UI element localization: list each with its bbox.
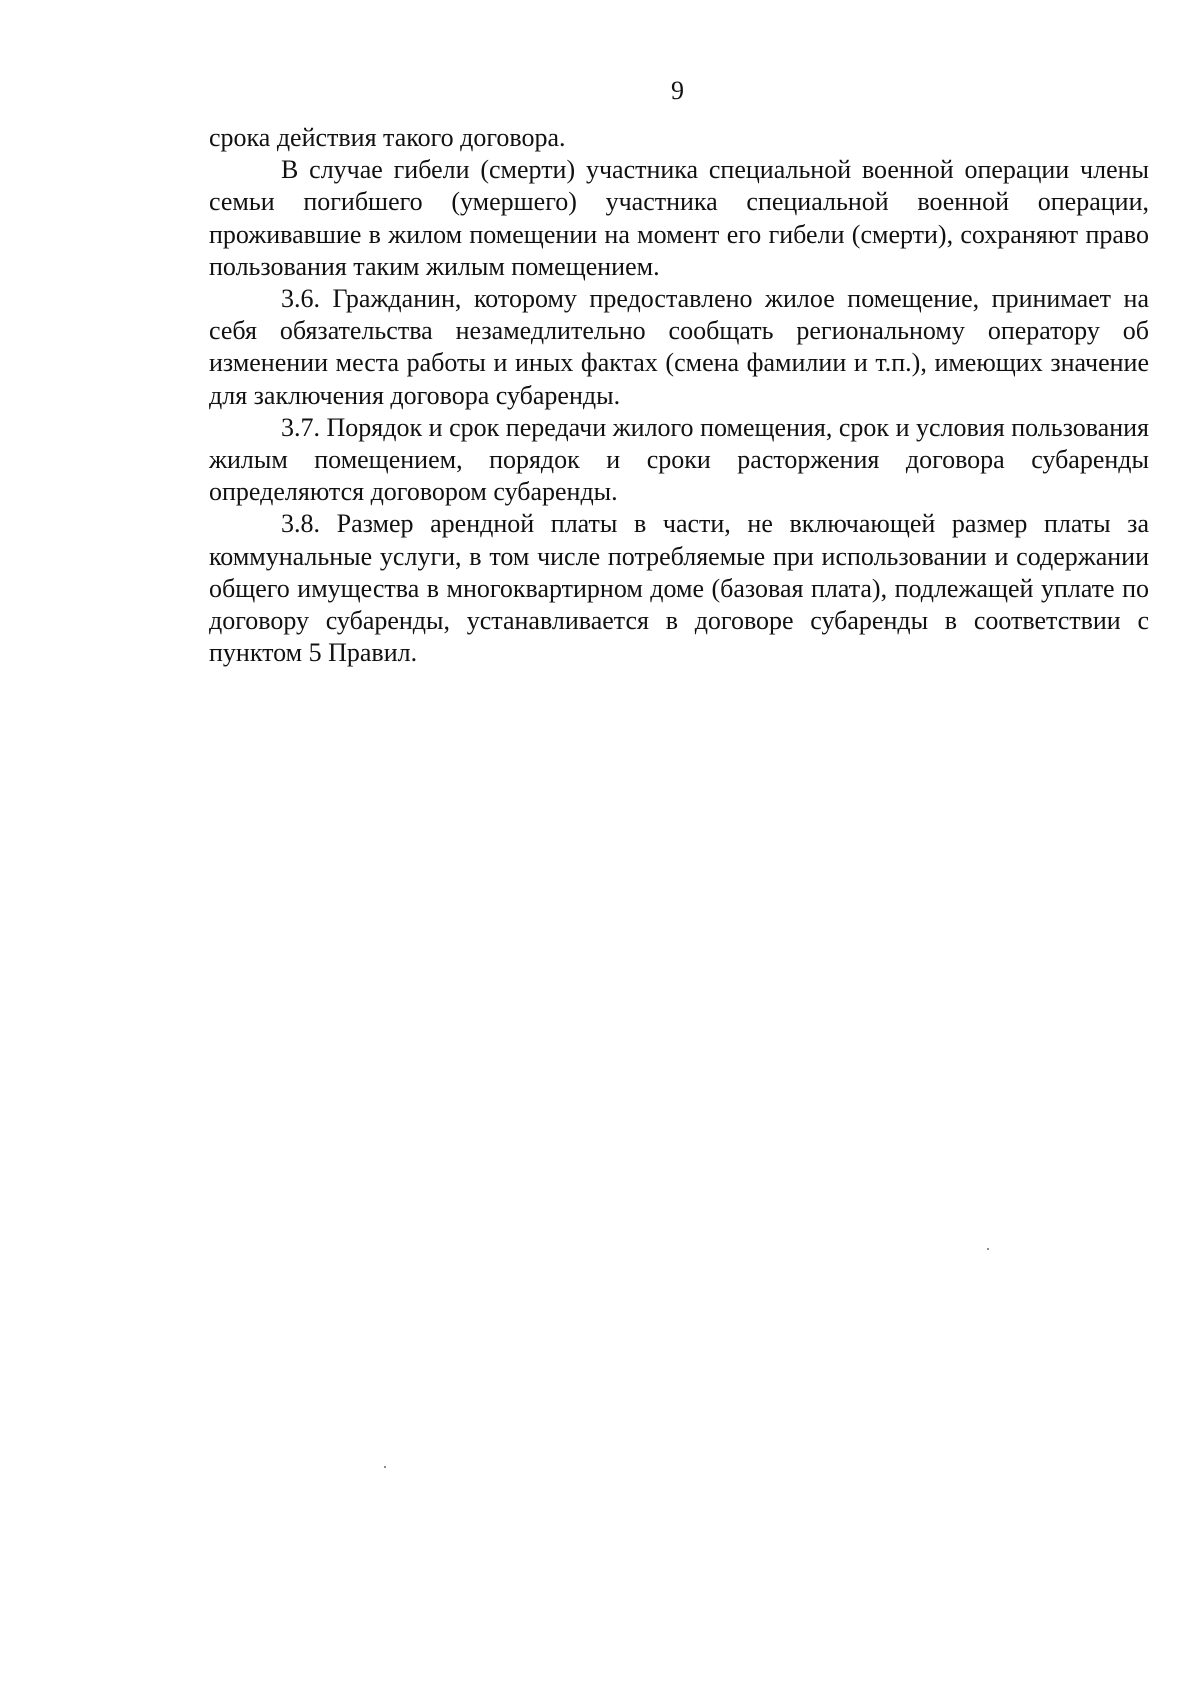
paragraph-3-7: 3.7. Порядок и срок передачи жилого помещения, срок и условия пользования жилым помещением, порядок и сроки расторжения договора субаренды определяются договором субаренды. xyxy=(209,412,1149,507)
paragraph-3-6: 3.6. Гражданин, которому предоставлено жилое помещение, принимает на себя обязательства незамедлительно сообщать региональному оператору об изменении места работы и иных фактах (смена фамилии и т.п.), имеющих значение для заключения договора субаренды. xyxy=(209,284,1149,410)
scan-speck xyxy=(987,1248,989,1250)
paragraph-3-8: 3.8. Размер арендной платы в части, не включающей размер платы за коммунальные услуги, в том числе потребляемые при использовании и содержании общего имущества в многоквартирном доме (базовая плата), подлежащей уплате по договору субаренды, устанавливается в договоре субаренды в соответствии с пунктом 5 Правил. xyxy=(209,509,1149,668)
scan-speck xyxy=(384,1466,386,1468)
document-body xyxy=(209,122,1149,669)
paragraph-continuation: срока действия такого договора. xyxy=(209,123,566,152)
page-number: 9 xyxy=(671,76,684,105)
paragraph-death-clause: В случае гибели (смерти) участника специальной военной операции члены семьи погибшего (умершего) участника специальной военной операции, проживавшие в жилом помещении на момент его гибели (смерти), сохраняют право пользования таким жилым помещением. xyxy=(209,155,1149,281)
